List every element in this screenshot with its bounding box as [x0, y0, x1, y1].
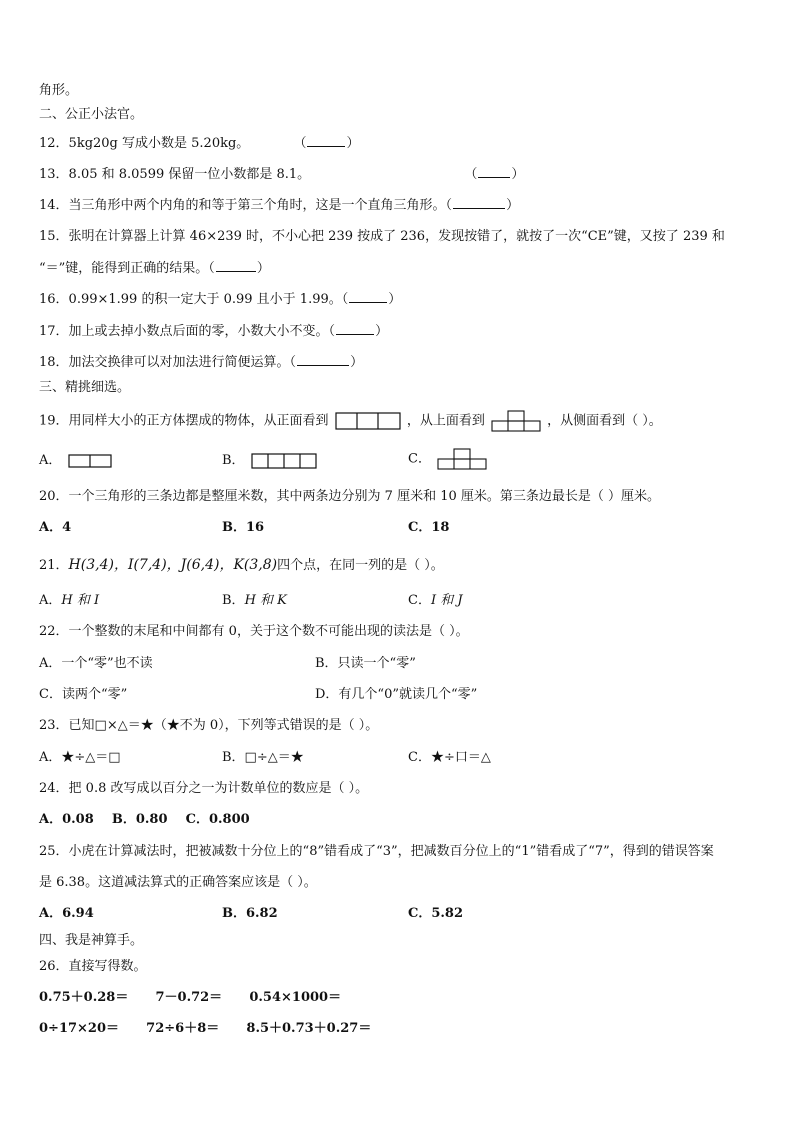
text: 二、公正小法官。	[39, 107, 144, 122]
question-text: 16．0.99×1.99 的积一定大于 0.99 且小于 1.99。	[39, 292, 342, 307]
question-text: 26．直接写得数。	[39, 959, 147, 974]
question-text: “＝”键，能得到正确的结果。	[39, 261, 209, 276]
front-view-figure	[335, 412, 401, 430]
section-heading	[39, 106, 143, 124]
question-text: 24．把 0.8 改写成以百分之一为计数单位的数应是（ ）。	[39, 781, 369, 796]
paren: ）	[511, 167, 525, 182]
question-18	[39, 353, 363, 372]
option-b-figure	[251, 453, 317, 469]
question-25-cont	[39, 874, 317, 892]
question-text: 四个点，在同一列的是（ ）。	[277, 558, 444, 573]
paren: ）	[346, 136, 360, 151]
question-26	[39, 958, 147, 976]
option-c[interactable]: C．读两个“零”	[39, 687, 128, 702]
paren: ）	[506, 198, 520, 213]
option-a[interactable]: A．6.94	[39, 906, 94, 921]
calc-row-1: 0.75＋0.28＝ 7－0.72＝ 0.54×1000＝	[39, 990, 342, 1005]
section-heading	[39, 932, 143, 950]
option-a[interactable]: A．4	[39, 520, 72, 535]
option-b[interactable]: B．□÷△＝★	[222, 750, 304, 765]
text: 四、我是神算手。	[39, 933, 144, 948]
top-view-figure	[491, 410, 541, 432]
option-b[interactable]: B．16	[222, 520, 265, 535]
question-22	[39, 623, 469, 641]
option-c-svg	[437, 448, 487, 470]
option-label: A．	[39, 593, 62, 608]
paren: （	[445, 198, 453, 213]
options-row[interactable]: A．0.08 B．0.80 C．0.800	[39, 812, 250, 827]
text: 三、精挑细选。	[39, 380, 131, 395]
answer-blank[interactable]	[478, 165, 510, 178]
answer-blank[interactable]	[336, 322, 374, 335]
question-text: 18．加法交换律可以对加法进行简便运算。	[39, 355, 290, 370]
paren: ）	[388, 292, 402, 307]
question-text: ，从上面看到	[406, 413, 485, 429]
question-23	[39, 717, 378, 735]
question-text: 12．5kg20g 写成小数是 5.20kg。	[39, 136, 250, 151]
question-text: 23．已知□×△＝★（★不为 0），下列等式错误的是（ ）。	[39, 718, 379, 733]
question-21	[39, 556, 444, 575]
question-17	[39, 322, 388, 341]
option-label: B．	[222, 593, 245, 608]
option-c[interactable]: C．5.82	[408, 906, 464, 921]
paren: （	[341, 292, 349, 307]
question-12	[39, 134, 359, 153]
question-text: 19．用同样大小的正方体摆成的物体，从正面看到	[39, 413, 329, 429]
option-text: H 和 K	[244, 593, 287, 608]
option-b[interactable]	[222, 592, 287, 610]
question-13	[39, 165, 524, 184]
question-text: 是 6.38。这道减法算式的正确答案应该是（ ）。	[39, 875, 317, 890]
front-view-svg	[335, 412, 401, 430]
answer-blank[interactable]	[216, 259, 256, 272]
question-text: 17．加上或去掉小数点后面的零，小数大小不变。	[39, 324, 329, 339]
paren: （	[289, 355, 297, 370]
points-list: H(3,4)，I(7,4)，J(6,4)，K(3,8)	[68, 557, 278, 573]
paren: （	[293, 136, 307, 151]
question-text: 22．一个整数的末尾和中间都有 0，关于这个数不可能出现的读法是（ ）。	[39, 624, 469, 639]
option-text: I 和 J	[430, 593, 463, 608]
option-c[interactable]: C．★÷口＝△	[408, 750, 491, 765]
option-label: B．	[222, 453, 245, 468]
option-text: H 和 I	[61, 593, 100, 608]
paren: ）	[375, 324, 389, 339]
option-label: C．	[408, 593, 431, 608]
question-16	[39, 290, 401, 309]
question-15	[39, 228, 725, 246]
option-c[interactable]: C．18	[408, 520, 450, 535]
question-25	[39, 843, 714, 861]
question-14	[39, 196, 519, 215]
option-d[interactable]: D．有几个“0”就读几个“零”	[315, 687, 478, 702]
option-b[interactable]: B．只读一个“零”	[315, 656, 416, 671]
question-20	[39, 488, 660, 506]
option-a[interactable]: A．★÷△＝□	[39, 750, 121, 765]
calc-row-2: 0÷17×20＝ 72÷6＋8＝ 8.5＋0.73＋0.27＝	[39, 1021, 372, 1036]
answer-blank[interactable]	[453, 196, 505, 209]
answer-blank[interactable]	[307, 134, 345, 147]
option-c[interactable]	[408, 448, 489, 470]
option-a-figure	[68, 454, 112, 468]
option-a[interactable]	[39, 592, 99, 610]
text-line	[39, 82, 78, 100]
paren: ）	[256, 261, 270, 276]
option-a-svg	[68, 454, 112, 468]
question-text: 13．8.05 和 8.0599 保留一位小数都是 8.1。	[39, 167, 311, 182]
question-19	[39, 410, 662, 432]
option-c-figure	[437, 448, 487, 470]
option-label: C．	[408, 451, 431, 467]
question-text: 20．一个三角形的三条边都是整厘米数，其中两条边分别为 7 厘米和 10 厘米。第三条边最长是（ ）厘米。	[39, 489, 661, 504]
option-c[interactable]	[408, 592, 463, 610]
question-text: ，从侧面看到（ ）。	[547, 413, 662, 429]
option-a[interactable]: A．一个“零”也不读	[39, 656, 153, 671]
option-b-svg	[251, 453, 317, 469]
answer-blank[interactable]	[297, 353, 349, 366]
paren: （	[464, 167, 478, 182]
question-number: 21．	[39, 558, 69, 573]
question-text: 15．张明在计算器上计算 46×239 时，不小心把 239 按成了 236，发现按错了，就按了一次“CE”键，又按了 239 和	[39, 229, 725, 244]
question-text: 14．当三角形中两个内角的和等于第三个角时，这是一个直角三角形。	[39, 198, 446, 213]
paren: ）	[350, 355, 364, 370]
paren: （	[208, 261, 215, 276]
section-heading	[39, 379, 130, 397]
option-a[interactable]	[39, 452, 114, 470]
question-24	[39, 780, 368, 798]
question-15-cont	[39, 259, 270, 278]
top-view-svg	[491, 410, 541, 432]
option-label: A．	[39, 453, 62, 468]
answer-blank[interactable]	[349, 290, 387, 303]
option-b[interactable]	[222, 452, 319, 470]
option-b[interactable]: B．6.82	[222, 906, 278, 921]
question-text: 25．小虎在计算减法时，把被减数十分位上的“8”错看成了“3”，把减数百分位上的“1”错看成了“7”，得到的错误答案	[39, 844, 714, 859]
paren: （	[328, 324, 336, 339]
text: 角形。	[39, 83, 79, 98]
